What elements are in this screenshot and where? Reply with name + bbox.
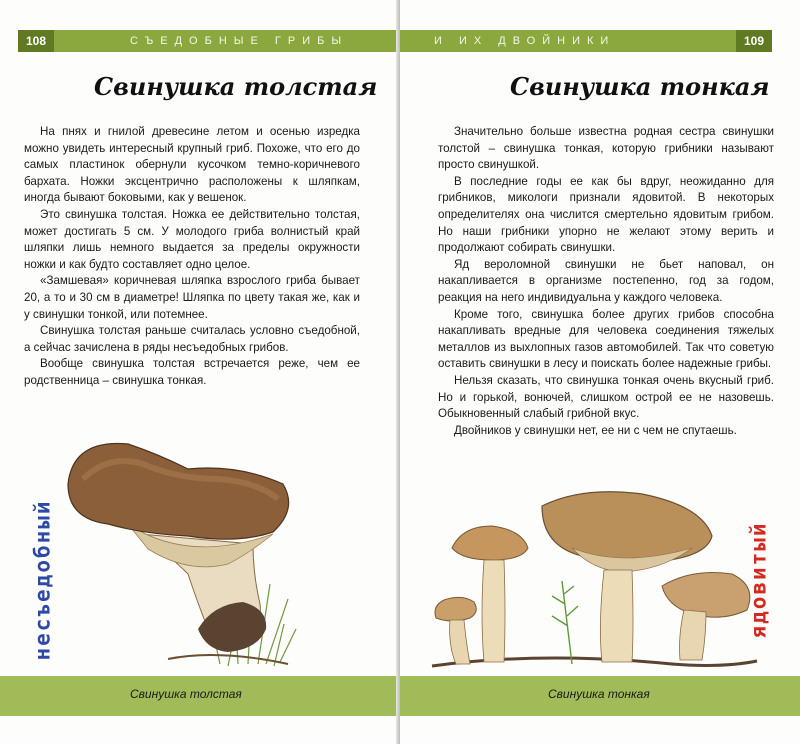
left-footer-bar (0, 676, 398, 716)
left-paragraph: Это свинушка толстая. Ножка ее действительно толстая, может достигать 5 см. У молодого гриба волнистый край шляпки лишь немного выдается за пределы окружности ножки и как будто составляет одно целое. (24, 207, 360, 271)
left-header-title: СЪЕДОБНЫЕ ГРИБЫ (130, 35, 349, 47)
right-page (400, 0, 800, 744)
right-caption: Свинушка тонкая (548, 687, 650, 701)
right-footer-bar (400, 676, 800, 716)
left-paragraph: Свинушка толстая раньше считалась условно съедобной, а сейчас зачислена в ряды несъедобных грибов. (24, 324, 360, 354)
right-page-title: Свинушка тонкая (510, 72, 770, 101)
left-paragraph: Вообще свинушка толстая встречается реже, чем ее родственница – свинушка тонкая. (24, 357, 360, 387)
left-page-number: 108 (18, 30, 54, 52)
tilted-mushroom-right (662, 573, 750, 661)
right-paragraph: Значительно больше известна родная сестра свинушки толстой – свинушка тонкая, которую грибники называют просто свинушкой. (438, 125, 774, 172)
inedible-label: несъедобный (30, 499, 55, 661)
right-paragraph: Двойников у свинушки нет, ее ни с чем не спутаешь. (454, 423, 737, 437)
right-header-bar (400, 30, 772, 52)
left-header-bar (18, 30, 398, 52)
left-paragraph: На пнях и гнилой древесине летом и осенью изредка можно увидеть интересный крупный гриб. Похоже, что его до самых пластинок обернули кусочком темно-коричневого бархата. Ножки эксцентрично расположены к шляпкам, иногда бывают боковыми, как у вешенок. (24, 125, 360, 205)
right-page-number: 109 (736, 30, 772, 52)
poisonous-label: ядовитый (746, 521, 771, 639)
right-paragraph: Нельзя сказать, что свинушка тонкая очень вкусный гриб. Но и горькой, вонючей, слишком острой ее не назовешь. Обыкновенный слабый грибной вкус. (438, 373, 774, 421)
left-paragraph: «Замшевая» коричневая шляпка взрослого гриба бывает 20, а то и 30 см в диаметре! Шляпка по цвету такая же, как и у свинушки тонкой, или потемнее. (24, 274, 360, 321)
mushroom-cap (68, 444, 289, 540)
right-body-text (438, 124, 774, 439)
left-page (0, 0, 398, 744)
right-paragraph: В последние годы ее как бы вдруг, неожиданно для грибников, микологи признали ядовитой. В некоторых определителях она числится смертельно ядовитым грибом. Но наши грибники упорно не желают этому верить и продолжают собирать свинушки. (438, 174, 774, 255)
left-page-title: Свинушка толстая (94, 72, 378, 101)
left-body-text (24, 124, 360, 390)
small-mushroom-left (435, 597, 476, 664)
left-caption: Свинушка толстая (130, 687, 242, 701)
right-paragraph: Яд верoломной свинушки не бьет наповал, он накапливается в организме постепенно, год за годом, реакция на него индивидуальна у каждого человека. (438, 257, 774, 304)
fern-illustration (552, 581, 578, 664)
thick-pig-mushroom-illustration (48, 424, 298, 674)
thin-pig-mushroom-illustration (422, 486, 762, 676)
right-header-title: И ИХ ДВОЙНИКИ (434, 35, 616, 47)
right-paragraph: Кроме того, свинушка более других грибов способна накапливать вредные для человека соединения тяжелых металлов из выхлопных газов автомобилей. Так что советую оставить свинушки в лесу и поискать более надежные грибы. (438, 307, 774, 371)
